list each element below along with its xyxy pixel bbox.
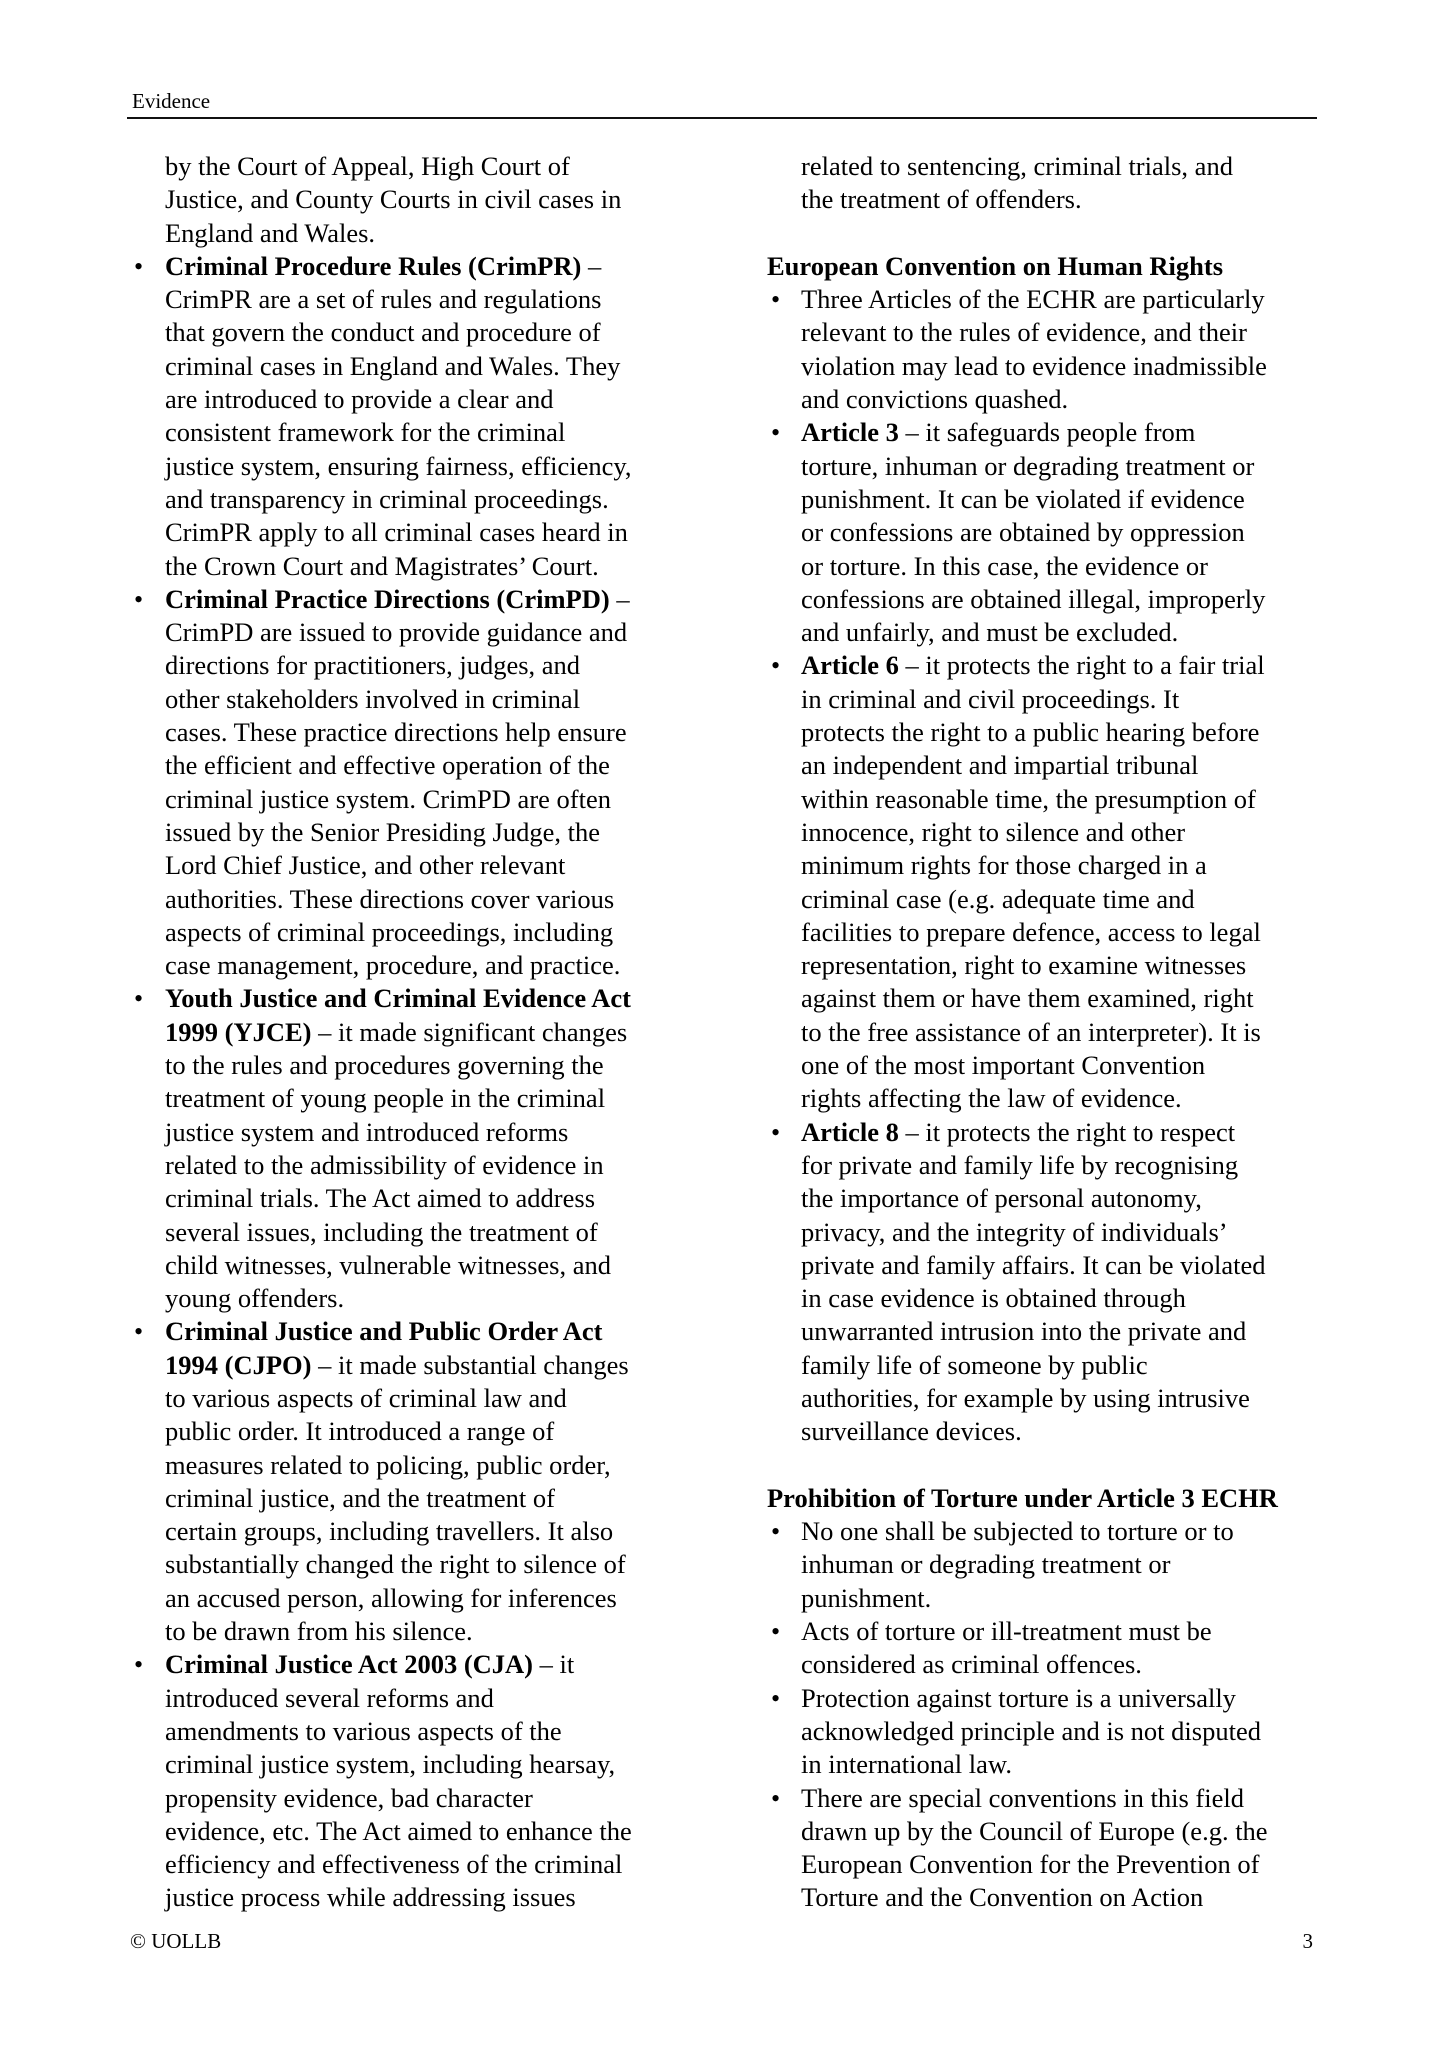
bullet-text: – it bbox=[533, 1649, 575, 1680]
text-line: authorities. These directions cover various bbox=[165, 883, 615, 914]
bullet-first-line bbox=[801, 649, 1367, 682]
document-section bbox=[767, 217, 1367, 1449]
text-line: inhuman or degrading treatment or bbox=[801, 1549, 1171, 1580]
text-line: treatment of young people in the criminal bbox=[165, 1083, 606, 1114]
bullet-term: Article 6 bbox=[801, 650, 899, 681]
bullet-icon: • bbox=[134, 1650, 144, 1680]
bullet-first-line bbox=[801, 1782, 1367, 1815]
bullet-item bbox=[767, 1515, 1367, 1615]
text-line: consistent framework for the criminal bbox=[165, 417, 566, 448]
spacer bbox=[767, 1449, 1367, 1482]
bullet-first-line bbox=[165, 583, 765, 616]
bullet-term: Article 8 bbox=[801, 1116, 899, 1147]
text-line: CrimPD are issued to provide guidance and bbox=[165, 617, 628, 648]
bullet-second-line bbox=[165, 1349, 765, 1382]
bullet-text: – it made substantial changes bbox=[311, 1349, 629, 1380]
text-line: family life of someone by public bbox=[801, 1349, 1148, 1380]
text-line: criminal cases in England and Wales. They bbox=[165, 350, 621, 381]
text-line: unwarranted intrusion into the private and bbox=[801, 1316, 1247, 1347]
bullet-icon: • bbox=[134, 1317, 144, 1347]
copyright-footer: © UOLLB bbox=[130, 1929, 222, 1953]
bullet-item bbox=[134, 982, 765, 1315]
bullet-item bbox=[134, 1315, 765, 1648]
bullet-item bbox=[767, 416, 1367, 649]
text-line: surveillance devices. bbox=[801, 1416, 1022, 1447]
continuation-paragraph bbox=[165, 150, 765, 250]
bullet-icon: • bbox=[771, 418, 781, 448]
bullet-term: Criminal Justice and Public Order Act bbox=[165, 1316, 603, 1347]
header-rule bbox=[127, 117, 1317, 119]
text-line: substantially changed the right to silence of bbox=[165, 1549, 626, 1580]
text-line: or confessions are obtained by oppression bbox=[801, 517, 1245, 548]
text-line: representation, right to examine witnesses bbox=[801, 950, 1247, 981]
text-line: the importance of personal autonomy, bbox=[801, 1183, 1202, 1214]
sections bbox=[767, 217, 1367, 1915]
text-line: criminal case (e.g. adequate time and bbox=[801, 883, 1195, 914]
bullet-first-line bbox=[801, 416, 1367, 449]
text-line: several issues, including the treatment of bbox=[165, 1216, 598, 1247]
bullet-first-line bbox=[801, 1615, 1367, 1648]
bullet-icon: • bbox=[771, 285, 781, 315]
bullet-term: 1999 (YJCE) bbox=[165, 1016, 312, 1047]
text-line: innocence, right to silence and other bbox=[801, 816, 1186, 847]
text-line: cases. These practice directions help ensure bbox=[165, 717, 627, 748]
bullet-text: – bbox=[581, 250, 602, 281]
text-line: directions for practitioners, judges, and bbox=[165, 650, 581, 681]
spacer bbox=[767, 217, 1367, 250]
bullet-icon: • bbox=[771, 1783, 781, 1813]
bullet-icon: • bbox=[134, 251, 144, 281]
text-line: related to the admissibility of evidence in bbox=[165, 1149, 604, 1180]
text-line: for private and family life by recognising bbox=[801, 1149, 1239, 1180]
text-line: against them or have them examined, right bbox=[801, 983, 1254, 1014]
section-heading: European Convention on Human Rights bbox=[767, 250, 1224, 281]
text-line: punishment. It can be violated if evidence bbox=[801, 483, 1245, 514]
text-line: amendments to various aspects of the bbox=[165, 1715, 562, 1746]
text-line: in case evidence is obtained through bbox=[801, 1283, 1186, 1314]
text-line: evidence, etc. The Act aimed to enhance the bbox=[165, 1815, 632, 1846]
bullet-first-line bbox=[801, 1515, 1367, 1548]
bullet-term: Criminal Procedure Rules (CrimPR) bbox=[165, 250, 582, 281]
text-line: criminal justice system. CrimPD are often bbox=[165, 783, 611, 814]
bullet-icon: • bbox=[771, 1117, 781, 1147]
text-line: other stakeholders involved in criminal bbox=[165, 683, 581, 714]
text-line: punishment. bbox=[801, 1582, 932, 1613]
bullet-item bbox=[767, 1116, 1367, 1449]
bullet-item bbox=[767, 1782, 1367, 1915]
text-line: the Crown Court and Magistrates’ Court. bbox=[165, 550, 599, 581]
text-line: child witnesses, vulnerable witnesses, and bbox=[165, 1249, 611, 1280]
text-line: public order. It introduced a range of bbox=[165, 1416, 555, 1447]
text-line: private and family affairs. It can be violated bbox=[801, 1249, 1266, 1280]
bullet-icon: • bbox=[771, 1517, 781, 1547]
text-line: are introduced to provide a clear and bbox=[165, 384, 554, 415]
text-line: protects the right to a public hearing before bbox=[801, 717, 1260, 748]
text-line: issued by the Senior Presiding Judge, the bbox=[165, 816, 600, 847]
section-heading: Prohibition of Torture under Article 3 ECHR bbox=[767, 1482, 1278, 1513]
text-line: young offenders. bbox=[165, 1283, 345, 1314]
text-line: CrimPR are a set of rules and regulations bbox=[165, 284, 602, 315]
text-line: relevant to the rules of evidence, and their bbox=[801, 317, 1247, 348]
left-column bbox=[134, 150, 765, 1915]
bullet-icon: • bbox=[134, 584, 144, 614]
bullet-text: – it protects the right to respect bbox=[898, 1116, 1236, 1147]
text-line: confessions are obtained illegal, improperly bbox=[801, 583, 1266, 614]
text-line: efficiency and effectiveness of the criminal bbox=[165, 1849, 623, 1880]
bullet-text: – it made significant changes bbox=[311, 1016, 628, 1047]
text-line: one of the most important Convention bbox=[801, 1050, 1206, 1081]
bullet-term: Youth Justice and Criminal Evidence Act bbox=[165, 983, 631, 1014]
bullet-icon: • bbox=[771, 651, 781, 681]
text-line: within reasonable time, the presumption of bbox=[801, 783, 1256, 814]
bullet-term: Criminal Justice Act 2003 (CJA) bbox=[165, 1649, 533, 1680]
text-line: and unfairly, and must be excluded. bbox=[801, 617, 1179, 648]
text-line: propensity evidence, bad character bbox=[165, 1782, 533, 1813]
text-line: drawn up by the Council of Europe (e.g. the bbox=[801, 1815, 1268, 1846]
text-line: measures related to policing, public order, bbox=[165, 1449, 611, 1480]
bullet-term: Article 3 bbox=[801, 417, 899, 448]
text-line: the efficient and effective operation of the bbox=[165, 750, 610, 781]
text-line: criminal justice, and the treatment of bbox=[165, 1482, 555, 1513]
bullet-item bbox=[767, 1615, 1367, 1682]
text-line: considered as criminal offences. bbox=[801, 1649, 1142, 1680]
bullet-term: Criminal Practice Directions (CrimPD) bbox=[165, 583, 610, 614]
bullet-item bbox=[767, 1682, 1367, 1782]
document-section bbox=[767, 1449, 1367, 1915]
text-line: to various aspects of criminal law and bbox=[165, 1382, 567, 1413]
text-line: an accused person, allowing for inferences bbox=[165, 1582, 617, 1613]
text-line: an independent and impartial tribunal bbox=[801, 750, 1199, 781]
bullet-icon: • bbox=[771, 1617, 781, 1647]
text-line: facilities to prepare defence, access to legal bbox=[801, 916, 1261, 947]
text-line: Lord Chief Justice, and other relevant bbox=[165, 850, 566, 881]
text-line: European Convention for the Prevention of bbox=[801, 1849, 1260, 1880]
text-line: and convictions quashed. bbox=[801, 384, 1069, 415]
text-line: rights affecting the law of evidence. bbox=[801, 1083, 1182, 1114]
text-line: violation may lead to evidence inadmissible bbox=[801, 350, 1267, 381]
text-line: minimum rights for those charged in a bbox=[801, 850, 1207, 881]
text-line: in international law. bbox=[801, 1749, 1012, 1780]
text-line: to be drawn from his silence. bbox=[165, 1616, 473, 1647]
bullet-second-line bbox=[165, 1016, 765, 1049]
right-column bbox=[767, 150, 1367, 1915]
bullet-text: – bbox=[609, 583, 630, 614]
continuation-paragraph bbox=[767, 150, 1367, 217]
bullet-term: 1994 (CJPO) bbox=[165, 1349, 312, 1380]
legislation-list bbox=[134, 250, 765, 1915]
text-line: England and Wales. bbox=[165, 217, 376, 248]
bullet-first-line bbox=[165, 1648, 765, 1681]
text-line: justice system, ensuring fairness, efficiency, bbox=[165, 450, 632, 481]
text-line: justice process while addressing issues bbox=[165, 1882, 576, 1913]
text-line: case management, procedure, and practice. bbox=[165, 950, 621, 981]
text-line: Justice, and County Courts in civil cases in bbox=[165, 184, 622, 215]
text-line: by the Court of Appeal, High Court of bbox=[165, 151, 570, 181]
text-line: privacy, and the integrity of individuals’ bbox=[801, 1216, 1228, 1247]
bullet-item bbox=[134, 1648, 765, 1914]
text-line: aspects of criminal proceedings, including bbox=[165, 916, 614, 947]
text-line: CrimPR apply to all criminal cases heard in bbox=[165, 517, 628, 548]
text-line: Torture and the Convention on Action bbox=[801, 1882, 1204, 1913]
bullet-text: No one shall be subjected to torture or to bbox=[801, 1516, 1234, 1547]
text-line: in criminal and civil proceedings. It bbox=[801, 683, 1180, 714]
text-line: justice system and introduced reforms bbox=[165, 1116, 569, 1147]
bullet-item bbox=[134, 250, 765, 583]
text-line: criminal trials. The Act aimed to address bbox=[165, 1183, 596, 1214]
page-number: 3 bbox=[1302, 1929, 1313, 1953]
bullet-item bbox=[767, 649, 1367, 1115]
text-line: torture, inhuman or degrading treatment or bbox=[801, 450, 1255, 481]
text-line: and transparency in criminal proceedings. bbox=[165, 483, 609, 514]
text-line: or torture. In this case, the evidence or bbox=[801, 550, 1208, 581]
bullet-first-line bbox=[165, 250, 765, 283]
text-line: to the free assistance of an interpreter). It is bbox=[801, 1016, 1261, 1047]
text-line: that govern the conduct and procedure of bbox=[165, 317, 601, 348]
bullet-icon: • bbox=[134, 984, 144, 1014]
bullet-text: There are special conventions in this field bbox=[801, 1782, 1244, 1813]
bullet-first-line bbox=[801, 1116, 1367, 1149]
bullet-first-line bbox=[801, 1682, 1367, 1715]
text-line: related to sentencing, criminal trials, and bbox=[801, 151, 1233, 181]
text-line: criminal justice system, including hearsay, bbox=[165, 1749, 616, 1780]
bullet-text: Acts of torture or ill-treatment must be bbox=[801, 1616, 1212, 1647]
bullet-text: Protection against torture is a universally bbox=[801, 1682, 1236, 1713]
text-line: the treatment of offenders. bbox=[801, 184, 1082, 215]
text-line: to the rules and procedures governing the bbox=[165, 1050, 604, 1081]
bullet-first-line bbox=[165, 1315, 765, 1348]
bullet-icon: • bbox=[771, 1683, 781, 1713]
bullet-first-line bbox=[801, 283, 1367, 316]
running-header: Evidence bbox=[132, 89, 211, 113]
text-line: acknowledged principle and is not disputed bbox=[801, 1715, 1261, 1746]
bullet-item bbox=[767, 283, 1367, 416]
text-line: certain groups, including travellers. It also bbox=[165, 1516, 614, 1547]
text-line: introduced several reforms and bbox=[165, 1682, 494, 1713]
bullet-text: Three Articles of the ECHR are particularly bbox=[801, 284, 1265, 315]
bullet-text: – it protects the right to a fair trial bbox=[898, 650, 1265, 681]
bullet-text: – it safeguards people from bbox=[898, 417, 1196, 448]
bullet-item bbox=[134, 583, 765, 983]
text-line: authorities, for example by using intrusive bbox=[801, 1382, 1250, 1413]
bullet-first-line bbox=[165, 982, 765, 1015]
